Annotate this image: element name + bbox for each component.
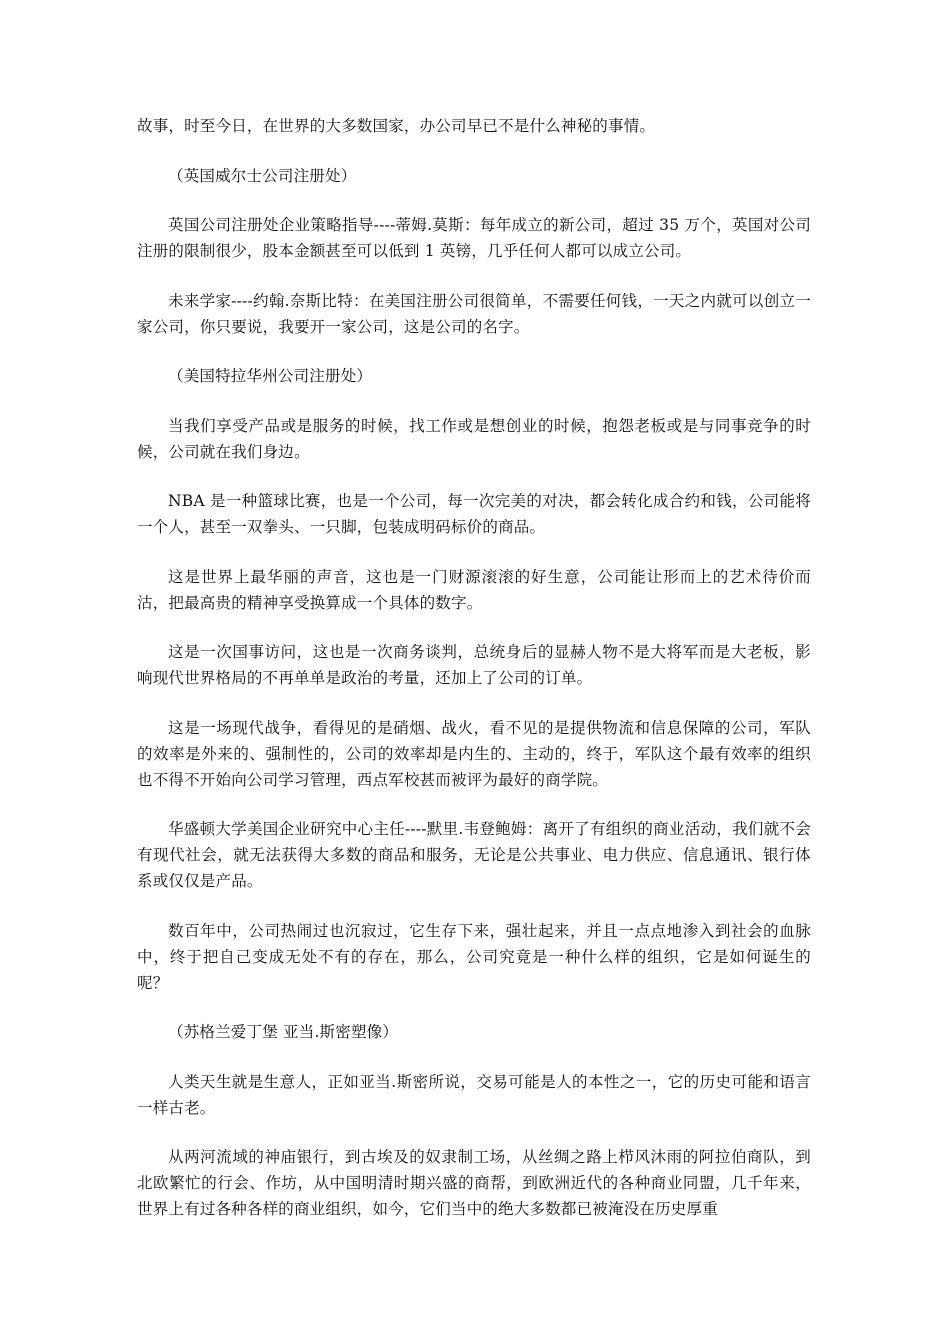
caption-adam-smith-statue: （苏格兰爱丁堡 亚当.斯密塑像） xyxy=(168,1023,399,1041)
paragraph-modern-war: 这是一场现代战争，看得见的是硝烟、战火，看不见的是提供物流和信息保障的公司，军队的效率是外来的、强制性的，公司的效率却是内生的、主动的，终于，军队这个最有效率的组织也不得不开始向公司学习管理，西点军校甚而被评为最好的商学院。 xyxy=(137,718,811,789)
paragraph-naisbitt: 未来学家----约翰.奈斯比特：在美国注册公司很简单，不需要任何钱，一天之内就可以创立一家公司，你只要说，我要开一家公司，这是公司的名字。 xyxy=(137,291,811,336)
document-body xyxy=(137,113,811,1246)
caption-delaware-registry: （美国特拉华州公司注册处） xyxy=(168,367,373,385)
paragraph-art: 这是世界上最华丽的声音，这也是一门财源滚滚的好生意，公司能让形而上的艺术待价而沽，把最高贵的精神享受换算成一个具体的数字。 xyxy=(137,567,811,612)
paragraph-nba: NBA 是一种篮球比赛，也是一个公司，每一次完美的对决，都会转化成合约和钱，公司能将一个人，甚至一双拳头、一只脚，包装成明码标价的商品。 xyxy=(137,492,811,536)
paragraph-weidenbaum: 华盛顿大学美国企业研究中心主任----默里.韦登鲍姆：离开了有组织的商业活动，我们就不会有现代社会，就无法获得大多数的商品和服务，无论是公共事业、电力供应、信息通讯、银行体系或仅仅是产品。 xyxy=(137,820,811,890)
caption-wales-registry: （英国威尔士公司注册处） xyxy=(168,166,357,185)
paragraph-tim-moss: 英国公司注册处企业策略指导----蒂姆.莫斯：每年成立的新公司，超过 35 万个，英国对公司注册的限制很少，股本金额甚至可以低到 1 英镑，几乎任何人都可以成立公司。 xyxy=(137,216,811,260)
paragraph-born-traders: 人类天生就是生意人，正如亚当.斯密所说，交易可能是人的本性之一，它的历史可能和语言一样古老。 xyxy=(137,1072,811,1117)
paragraph-intro: 故事，时至今日，在世界的大多数国家，办公司早已不是什么神秘的事情。 xyxy=(137,117,656,135)
paragraph-centuries: 数百年中，公司热闹过也沉寂过，它生存下来，强壮起来，并且一点点地渗入到社会的血脉中，终于把自己变成无处不有的存在，那么，公司究竟是一种什么样的组织，它是如何诞生的呢？ xyxy=(137,921,811,992)
paragraph-state-visit: 这是一次国事访问，这也是一次商务谈判，总统身后的显赫人物不是大将军而是大老板，影响现代世界格局的不再单单是政治的考量，还加上了公司的订单。 xyxy=(137,643,811,687)
paragraph-commercial-history: 从两河流域的神庙银行，到古埃及的奴隶制工场，从丝绸之路上栉风沐雨的阿拉伯商队，到北欧繁忙的行会、作坊，从中国明清时期兴盛的商帮，到欧洲近代的各种商业同盟，几千年来，世界上有过各种各样的商业组织，如今，它们当中的绝大多数都已被淹没在历史厚重 xyxy=(137,1148,811,1218)
paragraph-company-around-us: 当我们享受产品或是服务的时候，找工作或是想创业的时候，抱怨老板或是与同事竞争的时候，公司就在我们身边。 xyxy=(137,416,811,461)
